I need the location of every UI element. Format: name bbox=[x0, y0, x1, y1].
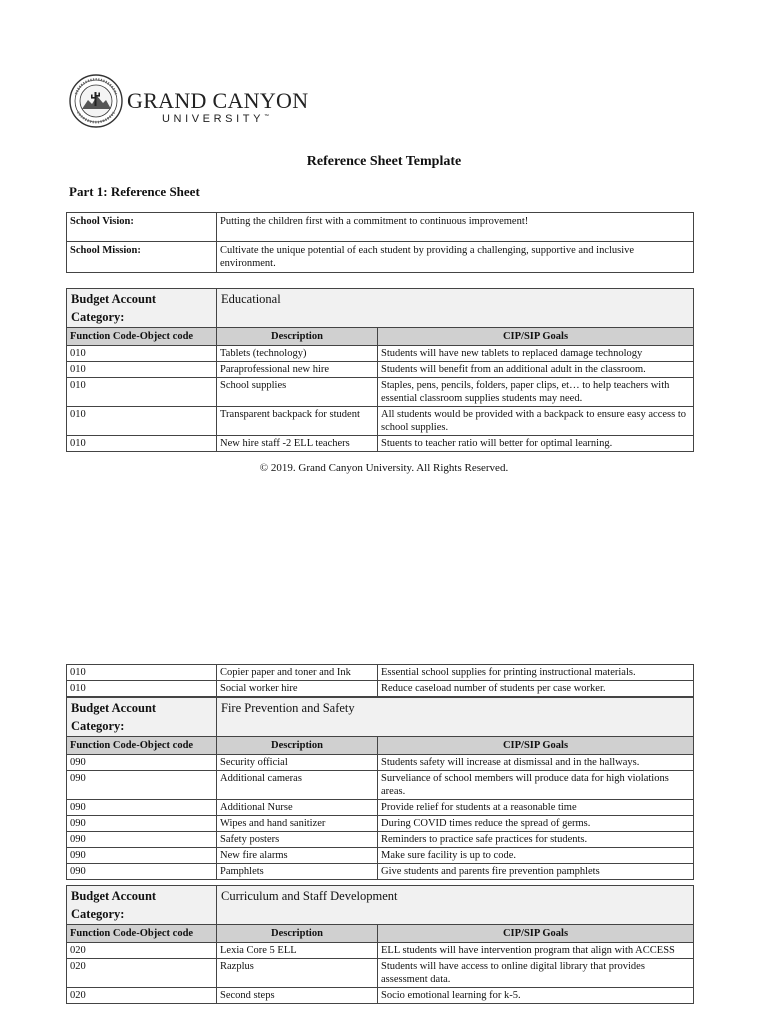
description-cell: Pamphlets bbox=[217, 864, 378, 880]
function-code-cell: 020 bbox=[67, 988, 217, 1004]
description-cell: Tablets (technology) bbox=[217, 346, 378, 362]
table-row bbox=[67, 832, 694, 848]
column-header-goals: CIP/SIP Goals bbox=[378, 328, 694, 346]
description-cell: Additional cameras bbox=[217, 771, 378, 800]
function-code-cell: 090 bbox=[67, 816, 217, 832]
mission-label: School Mission: bbox=[67, 242, 217, 273]
column-header-description: Description bbox=[217, 328, 378, 346]
description-cell: New hire staff -2 ELL teachers bbox=[217, 436, 378, 452]
function-code-cell: 010 bbox=[67, 436, 217, 452]
description-cell: Razplus bbox=[217, 959, 378, 988]
function-code-cell: 010 bbox=[67, 407, 217, 436]
description-cell: Additional Nurse bbox=[217, 800, 378, 816]
university-logo bbox=[68, 72, 308, 130]
goal-cell: Essential school supplies for printing instructional materials. bbox=[378, 665, 694, 681]
description-cell: New fire alarms bbox=[217, 848, 378, 864]
function-code-cell: 090 bbox=[67, 755, 217, 771]
function-code-cell: 010 bbox=[67, 665, 217, 681]
vision-label: School Vision: bbox=[67, 213, 217, 242]
budget-table-educational bbox=[66, 288, 694, 452]
goal-cell: Give students and parents fire prevention pamphlets bbox=[378, 864, 694, 880]
budget-category-label: Budget Account Category: bbox=[67, 698, 217, 737]
goal-cell: ELL students will have intervention program that align with ACCESS bbox=[378, 943, 694, 959]
mission-text: Cultivate the unique potential of each student by providing a challenging, supportive and inclusive environment. bbox=[217, 242, 694, 273]
function-code-cell: 010 bbox=[67, 378, 217, 407]
budget-table-fire-safety bbox=[66, 697, 694, 880]
column-header-code: Function Code-Object code bbox=[67, 737, 217, 755]
column-header-goals: CIP/SIP Goals bbox=[378, 737, 694, 755]
table-row bbox=[67, 864, 694, 880]
goal-cell: Reduce caseload number of students per case worker. bbox=[378, 681, 694, 697]
table-row bbox=[67, 407, 694, 436]
table-row bbox=[67, 362, 694, 378]
function-code-cell: 090 bbox=[67, 832, 217, 848]
column-header-goals: CIP/SIP Goals bbox=[378, 925, 694, 943]
budget-category-value: Educational bbox=[217, 289, 694, 328]
function-code-cell: 010 bbox=[67, 346, 217, 362]
copyright-notice: © 2019. Grand Canyon University. All Rights Reserved. bbox=[259, 462, 509, 474]
budget-table-educational-continued bbox=[66, 664, 694, 697]
table-row bbox=[67, 346, 694, 362]
budget-category-value: Curriculum and Staff Development bbox=[217, 886, 694, 925]
column-header-row bbox=[67, 925, 694, 943]
function-code-cell: 090 bbox=[67, 848, 217, 864]
table-row bbox=[67, 959, 694, 988]
table-row bbox=[67, 436, 694, 452]
table-row bbox=[67, 800, 694, 816]
category-row bbox=[67, 289, 694, 328]
table-row bbox=[67, 848, 694, 864]
table-row bbox=[67, 755, 694, 771]
budget-category-label: Budget Account Category: bbox=[67, 886, 217, 925]
category-row bbox=[67, 698, 694, 737]
budget-category-value: Fire Prevention and Safety bbox=[217, 698, 694, 737]
column-header-description: Description bbox=[217, 737, 378, 755]
budget-category-label: Budget Account Category: bbox=[67, 289, 217, 328]
description-cell: Wipes and hand sanitizer bbox=[217, 816, 378, 832]
goal-cell: Socio emotional learning for k-5. bbox=[378, 988, 694, 1004]
description-cell: Social worker hire bbox=[217, 681, 378, 697]
goal-cell: Students will benefit from an additional adult in the classroom. bbox=[378, 362, 694, 378]
function-code-cell: 020 bbox=[67, 943, 217, 959]
description-cell: Safety posters bbox=[217, 832, 378, 848]
function-code-cell: 090 bbox=[67, 771, 217, 800]
function-code-cell: 010 bbox=[67, 681, 217, 697]
goal-cell: Students will have new tablets to replaced damage technology bbox=[378, 346, 694, 362]
budget-table-curriculum bbox=[66, 885, 694, 1004]
description-cell: Copier paper and toner and Ink bbox=[217, 665, 378, 681]
description-cell: Transparent backpack for student bbox=[217, 407, 378, 436]
goal-cell: Make sure facility is up to code. bbox=[378, 848, 694, 864]
description-cell: Second steps bbox=[217, 988, 378, 1004]
table-row bbox=[67, 378, 694, 407]
column-header-description: Description bbox=[217, 925, 378, 943]
vision-text: Putting the children first with a commitment to continuous improvement! bbox=[217, 213, 694, 242]
category-row bbox=[67, 886, 694, 925]
goal-cell: Provide relief for students at a reasonable time bbox=[378, 800, 694, 816]
goal-cell: Stuents to teacher ratio will better for optimal learning. bbox=[378, 436, 694, 452]
function-code-cell: 020 bbox=[67, 959, 217, 988]
description-cell: Security official bbox=[217, 755, 378, 771]
goal-cell: Students will have access to online digital library that provides assessment data. bbox=[378, 959, 694, 988]
table-row bbox=[67, 943, 694, 959]
goal-cell: Students safety will increase at dismissal and in the hallways. bbox=[378, 755, 694, 771]
university-seal-icon bbox=[68, 72, 124, 130]
column-header-code: Function Code-Object code bbox=[67, 925, 217, 943]
goal-cell: Surveliance of school members will produce data for high violations areas. bbox=[378, 771, 694, 800]
table-row bbox=[67, 988, 694, 1004]
column-header-row bbox=[67, 328, 694, 346]
function-code-cell: 090 bbox=[67, 800, 217, 816]
document-title: Reference Sheet Template bbox=[306, 154, 462, 169]
part-heading: Part 1: Reference Sheet bbox=[69, 184, 200, 199]
vision-row bbox=[67, 213, 694, 242]
goal-cell: Reminders to practice safe practices for students. bbox=[378, 832, 694, 848]
logo-wordmark: GRAND CANYON bbox=[127, 88, 309, 113]
vision-mission-table bbox=[66, 212, 694, 273]
table-row bbox=[67, 681, 694, 697]
goal-cell: During COVID times reduce the spread of germs. bbox=[378, 816, 694, 832]
description-cell: Lexia Core 5 ELL bbox=[217, 943, 378, 959]
column-header-row bbox=[67, 737, 694, 755]
description-cell: School supplies bbox=[217, 378, 378, 407]
table-row bbox=[67, 816, 694, 832]
table-row bbox=[67, 771, 694, 800]
function-code-cell: 010 bbox=[67, 362, 217, 378]
mission-row bbox=[67, 242, 694, 273]
table-row bbox=[67, 665, 694, 681]
goal-cell: Staples, pens, pencils, folders, paper clips, et… to help teachers with essential classroom supplies students may need. bbox=[378, 378, 694, 407]
column-header-code: Function Code-Object code bbox=[67, 328, 217, 346]
description-cell: Paraprofessional new hire bbox=[217, 362, 378, 378]
logo-subtitle: UNIVERSITY™ bbox=[162, 113, 270, 125]
goal-cell: All students would be provided with a backpack to ensure easy access to school supplies. bbox=[378, 407, 694, 436]
function-code-cell: 090 bbox=[67, 864, 217, 880]
